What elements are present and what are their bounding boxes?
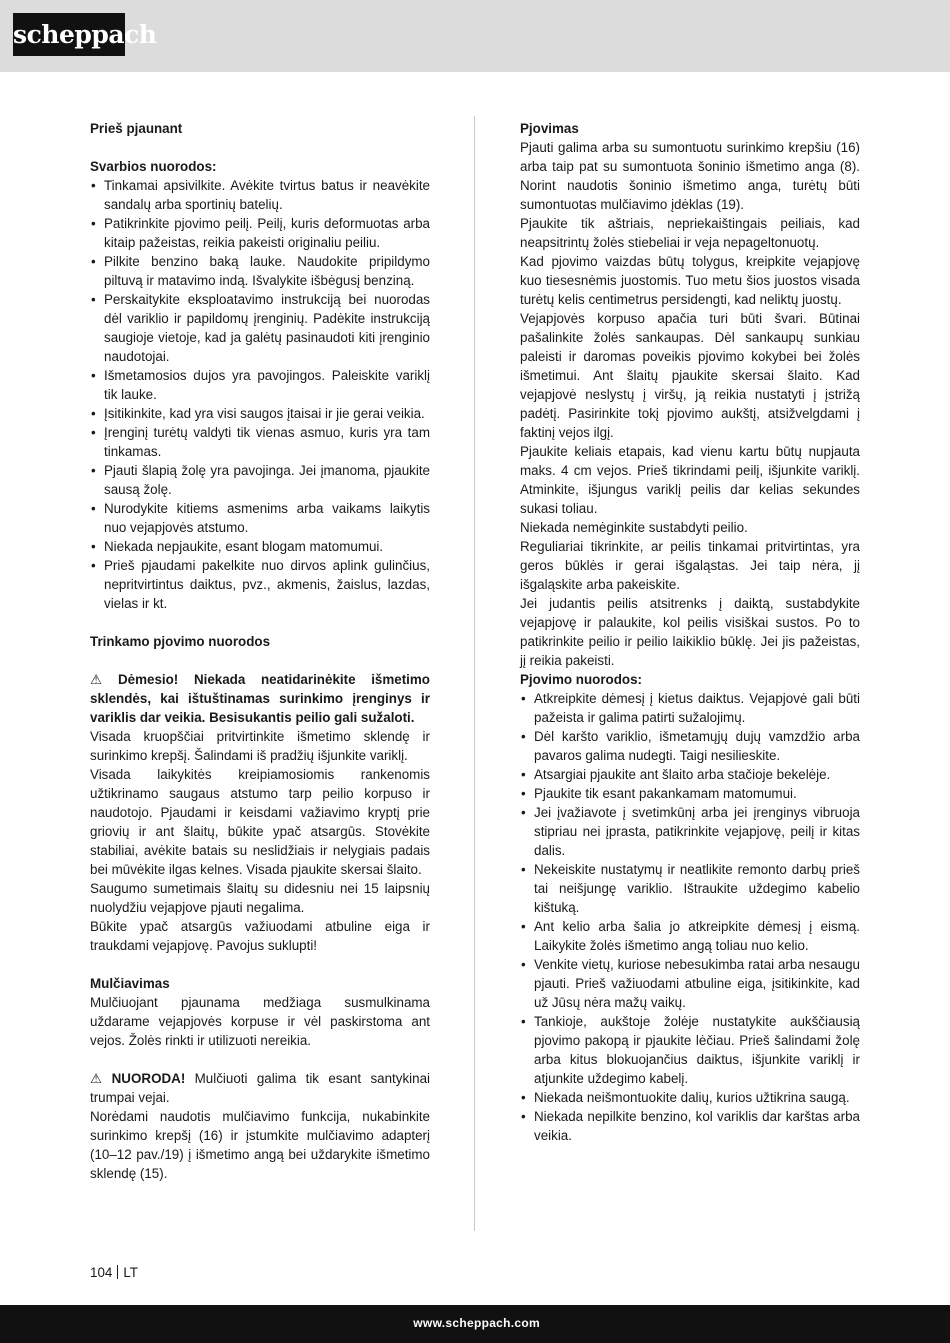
list-item: • Tinkamai apsivilkite. Avėkite tvirtus batus ir neavėkite sandalų arba sportinių batelių. [90, 176, 430, 214]
list-item: • Pjauti šlapią žolę yra pavojinga. Jei įmanoma, pjaukite sausą žolę. [90, 461, 430, 499]
mulching-instructions: Norėdami naudotis mulčiavimo funkcija, nukabinkite surinkimo krepšį (16) ir įstumkite mulčiavimo adapterį (10–12 pav./19) į išmetimo angą bei uždarykite išmetimo sklendę (15). [90, 1109, 430, 1181]
trim-paragraph: Visada kruopščiai pritvirtinkite išmetimo sklendę ir surinkimo krepšį. Šalindami iš pradžių išjunkite variklį. [90, 729, 430, 763]
trim-paragraph: Visada laikykitės kreipiamosiomis rankenomis užtikrinamo saugaus atstumo tarp peilio korpuso ir naudotojo. Pjaudami ir keisdami važiavimo kryptį prie griovių ir ant šlaitų, būkite ypač atsargūs. Stovėkite stabiliai, avėkite batais su neslidžiais ir nelygiais padais bei mūvėkite ilgas kelnes. Visada pjaukite skersai šlaito. [90, 767, 430, 877]
list-item: • Niekada neišmontuokite dalių, kurios užtikrina saugą. [520, 1088, 860, 1107]
list-item: • Prieš pjaudami pakelkite nuo dirvos aplink gulinčius, nepritvirtintus daiktus, pvz., akmenis, žaislus, lazdas, vielas ir kt. [90, 556, 430, 613]
list-item: • Dėl karšto variklio, išmetamųjų dujų vamzdžio arba pavaros galima nudegti. Taigi nesilieskite. [520, 727, 860, 765]
cutting-paragraph: Kad pjovimo vaizdas būtų tolygus, kreipkite vejapjovę kuo tiesesnėmis juostomis. Tuo metu šios juostos visada turėtų kelis centimetrus persidengti, kad neliktų juostų. [520, 254, 860, 307]
cutting-notes-list [520, 689, 860, 1145]
list-item: • Tankioje, aukštoje žolėje nustatykite aukščiausią pjovimo pakopą ir pjaukite lėčiau. Prieš šalindami žolę arba kitus blokuojančius daiktus, išjunkite variklį ir atjunkite uždegimo kabelį. [520, 1012, 860, 1088]
website-link[interactable]: www.scheppach.com [413, 1316, 540, 1330]
list-item: • Pilkite benzino baką lauke. Naudokite pripildymo piltuvą ir matavimo indą. Išvalykite išbėgusį benziną. [90, 252, 430, 290]
list-item: • Nekeiskite nustatymų ir neatlikite remonto darbų prieš tai neišjungę variklio. Ištraukite uždegimo kabelio kištuką. [520, 860, 860, 917]
warning-icon: ⚠ [90, 672, 114, 687]
page-number-value: 104 [90, 1265, 113, 1280]
cutting-paragraph: Vejapjovės korpuso apačia turi būti švari. Būtinai pašalinkite žolės sankaupas. Dėl sankaupų sunkiau paleisti ir daromas poveikis pjovimo kokybei bei žolės išmetimui. Ant šlaitų pjaukite skersai šlaito. Kad vejapjovė neslystų į viršų, ją reikia nustatyti į įstrižą padėtį. Pasirinkite tokį pjovimo aukštį, atsižvelgdami į faktinį vejos ilgį. [520, 311, 860, 440]
list-item: • Patikrinkite pjovimo peilį. Peilį, kuris deformuotas arba kitaip pažeistas, reikia pakeisti originaliu peiliu. [90, 214, 430, 252]
list-item: • Įrenginį turėtų valdyti tik vienas asmuo, kuris yra tam tinkamas. [90, 423, 430, 461]
footer-bar [0, 1305, 950, 1343]
note-text: Mulčiuoti galima tik esant santykinai trumpai vejai. [90, 1071, 430, 1105]
page-number [90, 1265, 138, 1280]
cutting-notes-title: Pjovimo nuorodos: [520, 672, 642, 687]
mulching-paragraph: Mulčiuojant pjaunama medžiaga susmulkinama uždarame vejapjovės korpuse ir vėl paskirstoma ant vejos. Žolės rinkti ir utilizuoti nereikia. [90, 995, 430, 1048]
cutting-paragraph: Jei judantis peilis atsitrenks į daiktą, sustabdykite vejapjovę ir palaukite, kol peilis visiškai sustos. Po to patikrinkite peilio ir peilio laikiklio būklę. Jei jis pažeistas, jį reikia pakeisti. [520, 596, 860, 668]
warning-icon: ⚠ [90, 1071, 108, 1086]
trim-notes-title: Trinkamo pjovimo nuorodos [90, 634, 271, 649]
page-separator [117, 1265, 118, 1279]
list-item: • Perskaitykite eksploatavimo instrukciją bei nuorodas dėl variklio ir papildomų įrenginių. Padėkite instrukciją saugioje vietoje, kad ja galėtų pasinaudoti kiti įrenginio naudotojai. [90, 290, 430, 366]
column-divider [474, 116, 475, 1231]
list-item: • Įsitikinkite, kad yra visi saugos įtaisai ir jie gerai veikia. [90, 404, 430, 423]
list-item: • Niekada nepilkite benzino, kol variklis dar karštas arba veikia. [520, 1107, 860, 1145]
list-item: • Ant kelio arba šalia jo atkreipkite dėmesį į eismą. Laikykite žolės išmetimo angą toliau nuo kelio. [520, 917, 860, 955]
note-paragraph [90, 1069, 430, 1107]
list-item: • Atsargiai pjaukite ant šlaito arba stačioje bekelėje. [520, 765, 860, 784]
left-column [90, 119, 430, 1183]
section-title-before-mowing: Prieš pjaunant [90, 121, 183, 136]
list-item: • Jei įvažiavote į svetimkūnį arba jei įrenginys vibruoja stipriau nei įprasta, patikrinkite vejapjovę, peilį ir kitas dalis. [520, 803, 860, 860]
list-item: • Pjaukite tik esant pakankamam matomumui. [520, 784, 860, 803]
note-label: NUORODA! [111, 1071, 186, 1086]
scheppach-logo: scheppach [13, 13, 125, 56]
mulching-title: Mulčiavimas [90, 976, 170, 991]
cutting-paragraph: Pjaukite tik aštriais, nepriekaištingais peiliais, kad neapsitrintų žolės stiebeliai ir veja nepageltonuotų. [520, 216, 860, 250]
language-code: LT [123, 1265, 138, 1280]
list-item: • Nurodykite kitiems asmenims arba vaikams laikytis nuo vejapjovės atstumo. [90, 499, 430, 537]
list-item: • Niekada nepjaukite, esant blogam matomumui. [90, 537, 430, 556]
trim-paragraph: Būkite ypač atsargūs važiuodami atbuline eiga ir traukdami vejapjovę. Pavojus suklupti! [90, 919, 430, 953]
cutting-paragraph: Pjaukite keliais etapais, kad vienu kartu būtų nupjauta maks. 4 cm vejos. Prieš tikrindami peilį, išjunkite variklį. Atminkite, išjungus variklį peilis dar kelias sekundes sukasi toliau. [520, 444, 860, 516]
important-notes-title: Svarbios nuorodos: [90, 159, 217, 174]
warning-text: Dėmesio! Niekada neatidarinėkite išmetimo sklendės, kai ištuštinamas surinkimo įrenginys ir variklis dar veikia. Besisukantis peilio gali sužaloti. [90, 672, 430, 725]
cutting-paragraph: Niekada nemėginkite sustabdyti peilio. [520, 520, 748, 535]
right-column [520, 119, 860, 1145]
cutting-title: Pjovimas [520, 121, 579, 136]
cutting-paragraph: Reguliariai tikrinkite, ar peilis tinkamai pritvirtintas, yra geros būklės ir gerai išgaląstas. Jei taip nėra, jį išgaląskite arba pakeiskite. [520, 539, 860, 592]
list-item: • Venkite vietų, kuriose nebesukimba ratai arba nesaugu pjauti. Prieš važiuodami atbuline eiga, įsitikinkite, kad už Jūsų nėra mažų vaikų. [520, 955, 860, 1012]
warning-paragraph [90, 670, 430, 727]
cutting-paragraph: Pjauti galima arba su sumontuotu surinkimo krepšiu (16) arba taip pat su sumontuota šoninio išmetimo anga (8). Norint naudotis šoninio išmetimo anga, turėtų būti sumontuotas mulčiavimo įdėklas (19). [520, 140, 860, 212]
trim-paragraph: Saugumo sumetimais šlaitų su didesniu nei 15 laipsnių nuolydžiu vejapjove pjauti negalima. [90, 881, 430, 915]
list-item: • Atkreipkite dėmesį į kietus daiktus. Vejapjovė gali būti pažeista ir galima patirti sužalojimų. [520, 689, 860, 727]
important-notes-list [90, 176, 430, 613]
list-item: • Išmetamosios dujos yra pavojingos. Paleiskite variklį tik lauke. [90, 366, 430, 404]
header-bar [0, 0, 950, 72]
